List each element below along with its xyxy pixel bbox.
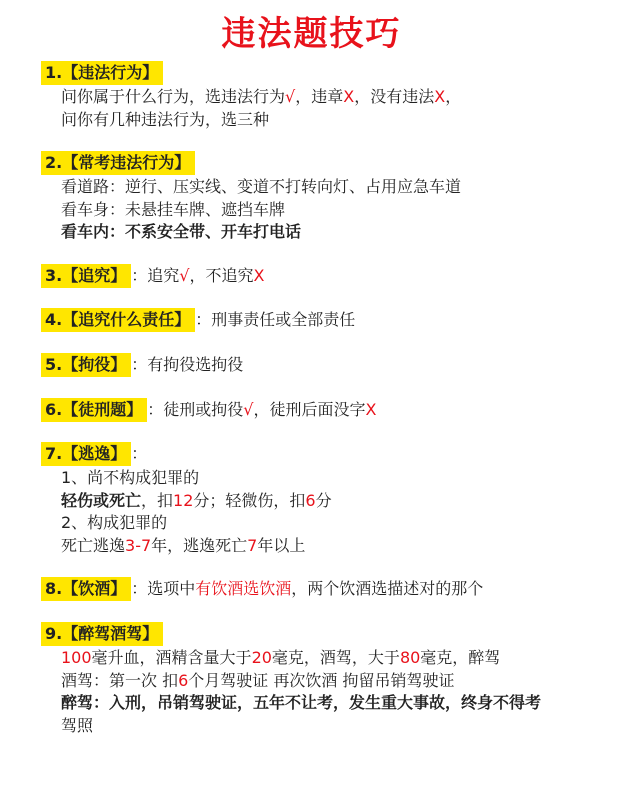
section-heading: 8.【饮酒】 [41,577,131,601]
section-heading: 9.【醉驾酒驾】 [41,622,163,646]
section-imprisonment: 6.【徒刑题】 ：徒刑或拘役√，徒刑后面没字X [41,397,376,423]
section-liability: 4.【追究什么责任】 ：刑事责任或全部责任 [41,307,355,333]
section-heading: 1.【违法行为】 [41,61,163,85]
section-hit-and-run: 7.【逃逸】 ： 1、尚不构成犯罪的 轻伤或死亡，扣12分；轻微伤，扣6分 2、构成犯罪的 死亡逃逸3-7年，逃逸死亡7年以上 [41,441,332,557]
section-heading: 7.【逃逸】 [41,442,131,466]
section-heading: 5.【拘役】 [41,353,131,377]
section-line: 醉驾：入刑，吊销驾驶证，五年不让考，发生重大事故，终身不得考 [61,693,542,712]
section-line: 2、构成犯罪的 [61,513,168,532]
section-line: 轻伤或死亡，扣12分；轻微伤，扣6分 [61,490,332,510]
section-line: 死亡逃逸3-7年，逃逸死亡7年以上 [61,535,306,555]
page-title: 违法题技巧 [221,14,402,54]
section-line: 问你属于什么行为，选违法行为√，违章X，没有违法X， [61,87,462,106]
section-heading: 6.【徒刑题】 [41,398,147,422]
section-line: 酒驾：第一次 扣6个月驾驶证 再次饮酒 拘留吊销驾驶证 [61,670,455,690]
section-line: 1、尚不构成犯罪的 [61,468,200,487]
section-illegal-behavior [41,60,461,131]
section-common-violations [41,150,461,244]
section-line: 100毫升血，酒精含量大于20毫克，酒驾，大于80毫克，醉驾 [61,648,501,667]
section-heading: 4.【追究什么责任】 [41,308,195,332]
section-heading: 2.【常考违法行为】 [41,151,195,175]
section-detention: 5.【拘役】 ：有拘役选拘役 [41,352,243,378]
section-drunk-driving [41,621,541,737]
section-prosecution: 3.【追究】 ：追究√，不追究X [41,263,264,289]
section-line: 驾照 [61,715,94,735]
section-drinking: 8.【饮酒】 ：选项中有饮酒选饮酒，两个饮酒选描述对的那个 [41,576,483,602]
section-heading: 3.【追究】 [41,264,131,288]
section-line: 看车身：未悬挂车牌、遮挡车牌 [61,199,286,219]
section-line: 问你有几种违法行为，选三种 [61,109,270,129]
section-line: 看车内：不系安全带、开车打电话 [61,222,302,241]
section-line: 看道路：逆行、压实线、变道不打转向灯、占用应急车道 [61,177,462,196]
